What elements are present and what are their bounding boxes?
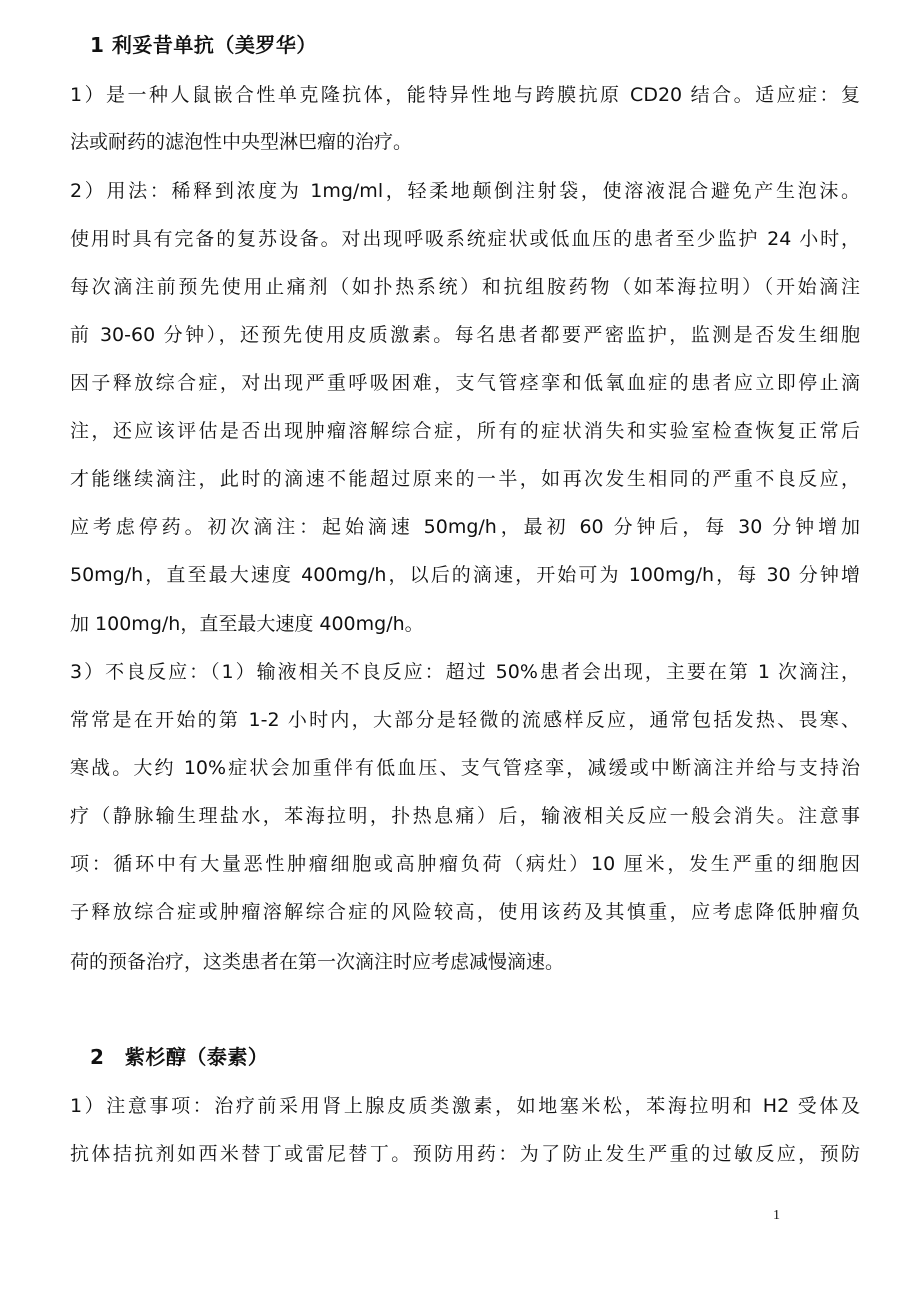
text-line: 3）不良反应：（1）输液相关不良反应：超过 50%患者会出现，主要在第 1 次滴注， [70, 661, 860, 683]
text-line: 子释放综合症或肿瘤溶解综合症的风险较高，使用该药及其慎重，应考虑降低肿瘤负 [70, 901, 860, 923]
text-line: 应考虑停药。初次滴注：起始滴速 50mg/h，最初 60 分钟后，每 30 分钟增加 [70, 516, 860, 538]
text-line: 疗（静脉输生理盐水，苯海拉明，扑热息痛）后，输液相关反应一般会消失。注意事 [70, 805, 860, 827]
text-line: 项：循环中有大量恶性肿瘤细胞或高肿瘤负荷（病灶）10 厘米，发生严重的细胞因 [70, 853, 860, 875]
text-line: 注，还应该评估是否出现肿瘤溶解综合症，所有的症状消失和实验室检查恢复正常后 [70, 420, 860, 442]
text-line: 因子释放综合症，对出现严重呼吸困难，支气管痉挛和低氧血症的患者应立即停止滴 [70, 372, 860, 394]
text-line: 抗体拮抗剂如西米替丁或雷尼替丁。预防用药：为了防止发生严重的过敏反应，预防 [70, 1143, 860, 1165]
page-number: 1 [773, 1208, 780, 1223]
text-line: 寒战。大约 10%症状会加重伴有低血压、支气管痉挛，减缓或中断滴注并给与支持治 [70, 757, 860, 779]
text-line: 2）用法：稀释到浓度为 1mg/ml，轻柔地颠倒注射袋，使溶液混合避免产生泡沫。 [70, 180, 860, 202]
section-heading: 1 利妥昔单抗（美罗华） [90, 33, 317, 57]
text-line: 荷的预备治疗，这类患者在第一次滴注时应考虑减慢滴速。 [70, 951, 565, 973]
text-line: 加 100mg/h，直至最大速度 400mg/h。 [70, 613, 424, 635]
text-line: 使用时具有完备的复苏设备。对出现呼吸系统症状或低血压的患者至少监护 24 小时， [70, 228, 860, 250]
text-line: 每次滴注前预先使用止痛剂（如扑热系统）和抗组胺药物（如苯海拉明）（开始滴注 [70, 276, 860, 298]
text-line: 常常是在开始的第 1-2 小时内，大部分是轻微的流感样反应，通常包括发热、畏寒、 [70, 709, 860, 731]
text-line: 前 30-60 分钟），还预先使用皮质激素。每名患者都要严密监护，监测是否发生细胞 [70, 324, 860, 346]
text-line: 1）是一种人鼠嵌合性单克隆抗体，能特异性地与跨膜抗原 CD20 结合。适应症：复 [70, 84, 860, 106]
text-line: 才能继续滴注，此时的滴速不能超过原来的一半，如再次发生相同的严重不良反应， [70, 468, 860, 490]
section-heading: 2 紫杉醇（泰素） [90, 1045, 269, 1069]
text-line: 50mg/h，直至最大速度 400mg/h，以后的滴速，开始可为 100mg/h，每 30 分钟增 [70, 564, 860, 586]
text-line: 法或耐药的滤泡性中央型淋巴瘤的治疗。 [70, 131, 413, 153]
text-line: 1）注意事项：治疗前采用肾上腺皮质类激素，如地塞米松，苯海拉明和 H2 受体及 [70, 1095, 860, 1117]
